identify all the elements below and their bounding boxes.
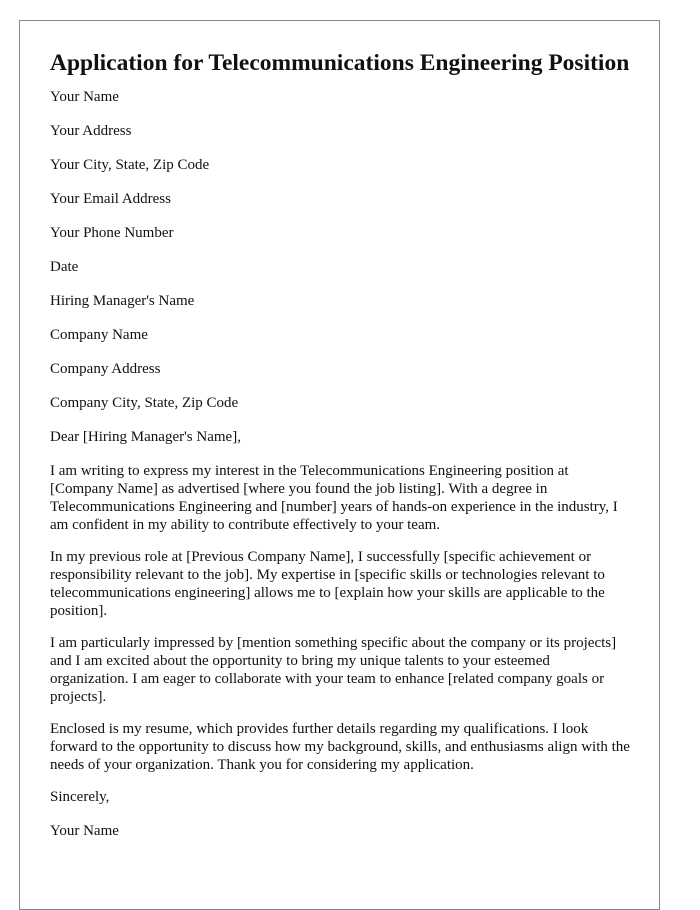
sender-email: Your Email Address — [50, 191, 171, 207]
sender-city-state-zip: Your City, State, Zip Code — [50, 157, 210, 173]
recipient-company: Company Name — [50, 327, 148, 343]
letter-page — [19, 20, 660, 910]
recipient-address: Company Address — [50, 361, 161, 377]
sender-phone: Your Phone Number — [50, 225, 174, 241]
sender-name: Your Name — [50, 89, 119, 105]
letter-content — [50, 50, 630, 856]
signature-name: Your Name — [50, 823, 119, 839]
salutation: Dear [Hiring Manager's Name], — [50, 429, 241, 445]
letter-title: Application for Telecommunications Engineering Position — [50, 50, 630, 76]
body-paragraph-3: I am particularly impressed by [mention something specific about the company or its projects] and I am excited about the opportunity to bring my unique talents to your esteemed organization. I am eager to collaborate with your team to enhance [related company goals or projects]. — [50, 635, 617, 705]
recipient-manager: Hiring Manager's Name — [50, 293, 195, 309]
body-paragraph-1: I am writing to express my interest in the Telecommunications Engineering position at [Company Name] as advertised [where you found the job listing]. With a degree in Telecommunications Engineering and [number] years of hands-on experience in the industry, I am confident in my ability to contribute effectively to your team. — [50, 463, 618, 533]
body-paragraph-2: In my previous role at [Previous Company Name], I successfully [specific achievement or responsibility relevant to the job]. My expertise in [specific skills or technologies relevant to telecommunications engineering] allows me to [explain how your skills are applicable to the position]. — [50, 549, 605, 619]
letter-date: Date — [50, 259, 79, 275]
sender-address: Your Address — [50, 123, 132, 139]
body-paragraph-4: Enclosed is my resume, which provides further details regarding my qualifications. I look forward to the opportunity to discuss how my background, skills, and enthusiasms align with the needs of your organization. Thank you for considering my application. — [50, 721, 630, 773]
recipient-city-state-zip: Company City, State, Zip Code — [50, 395, 239, 411]
closing: Sincerely, — [50, 789, 110, 805]
